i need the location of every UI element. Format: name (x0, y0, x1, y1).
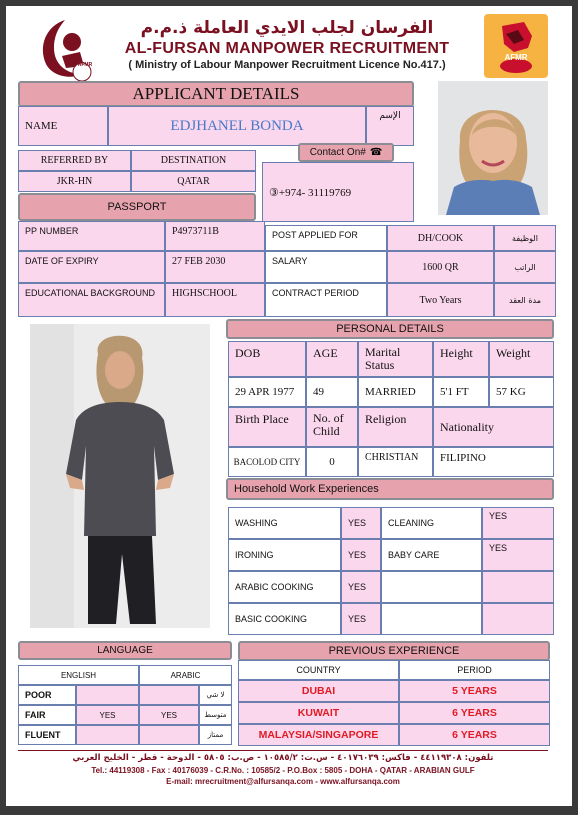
pp-number-label: PP NUMBER (18, 221, 165, 251)
personal-details-title: PERSONAL DETAILS (336, 323, 444, 335)
salary-label: SALARY (265, 251, 387, 283)
age-label: AGE (306, 341, 358, 377)
licence-text: ( Ministry of Labour Manpower Recruitment Licence No.417.) (128, 59, 446, 71)
household-task-value: YES (341, 507, 381, 539)
post-applied-label-arabic: الوظيفة (494, 225, 556, 251)
name-label-arabic: الإسم (366, 106, 414, 146)
contract-period-label: CONTRACT PERIOD (265, 283, 387, 317)
previous-country: KUWAIT (238, 702, 399, 724)
nationality-label: Nationality (433, 407, 554, 447)
household-task-value (482, 571, 554, 603)
household-task-label: BASIC COOKING (228, 603, 341, 635)
applicant-portrait-photo (438, 81, 548, 215)
height-value: 5'1 FT (433, 377, 489, 407)
passport-title: PASSPORT (107, 201, 167, 213)
household-task-label (381, 571, 482, 603)
education-label: EDUCATIONAL BACKGROUND (18, 283, 165, 317)
previous-period: 5 YEARS (399, 680, 550, 702)
household-task-value (482, 603, 554, 635)
weight-label: Weight (489, 341, 554, 377)
marital-label: Marital Status (358, 341, 433, 377)
language-level-label: FAIR (18, 705, 76, 725)
household-task-value: YES (482, 507, 554, 539)
personal-details-header (226, 319, 554, 339)
contact-header (298, 143, 394, 162)
referred-by-label: REFERRED BY (18, 150, 131, 171)
household-task-value: YES (341, 539, 381, 571)
footer-email-line: E-mail: mrecruitment@alfursanqa.com - www.alfursanqa.com (166, 777, 400, 786)
language-arabic-value (139, 725, 199, 745)
pp-number-value: P4973711B (165, 221, 265, 251)
salary-label-arabic: الراتب (494, 251, 556, 283)
religion-label: Religion (358, 407, 433, 447)
birthplace-value: BACOLOD CITY (228, 447, 306, 477)
language-level-label: FLUENT (18, 725, 76, 745)
household-task-label: CLEANING (381, 507, 482, 539)
education-value: HIGHSCHOOL (165, 283, 265, 317)
children-label: No. of Child (306, 407, 358, 447)
household-task-label: ARABIC COOKING (228, 571, 341, 603)
contract-period-value: Two Years (387, 283, 494, 317)
birthplace-label: Birth Place (228, 407, 306, 447)
name-label: NAME (18, 106, 108, 146)
language-level-label-arabic: متوسط (199, 705, 232, 725)
company-arabic-name: الفرسان لجلب الايدي العاملة ذ.م.م (140, 18, 434, 38)
household-task-value: YES (341, 603, 381, 635)
contract-period-label-arabic: مدة العقد (494, 283, 556, 317)
previous-period: 6 YEARS (399, 702, 550, 724)
household-task-label: WASHING (228, 507, 341, 539)
expiry-label: DATE OF EXPIRY (18, 251, 165, 283)
footer-divider (18, 750, 548, 751)
salary-value: 1600 QR (387, 251, 494, 283)
dob-label: DOB (228, 341, 306, 377)
height-label: Height (433, 341, 489, 377)
phone-icon: ☎ (369, 147, 383, 158)
marital-value: MARRIED (358, 377, 433, 407)
expiry-value: 27 FEB 2030 (165, 251, 265, 283)
contact-label: Contact On# (309, 147, 366, 158)
household-task-label: BABY CARE (381, 539, 482, 571)
household-task-value: YES (482, 539, 554, 571)
post-applied-label: POST APPLIED FOR (265, 225, 387, 251)
previous-country: DUBAI (238, 680, 399, 702)
household-task-label: IRONING (228, 539, 341, 571)
footer-arabic-line: تلفون: ٤٤١١٩٣٠٨ - فاكس: ٤٠١٧٦٠٣٩ - س.ت: ١٠٥٨٥/٢ - ص.ب: ٥٨٠٥ - الدوحة - قطر - الخليج العربي (72, 753, 494, 763)
company-logo-right (484, 14, 548, 78)
logo-right-text: AFMR (504, 53, 528, 62)
dob-value: 29 APR 1977 (228, 377, 306, 407)
language-level-label: POOR (18, 685, 76, 705)
language-arabic-value: YES (139, 705, 199, 725)
household-title: Household Work Experiences (234, 483, 379, 495)
religion-value: CHRISTIAN (358, 447, 433, 477)
children-value: 0 (306, 447, 358, 477)
language-level-label-arabic: لا شي (199, 685, 232, 705)
logo-left-text: AFMR (77, 62, 93, 68)
language-english-value (76, 685, 139, 705)
household-task-value: YES (341, 571, 381, 603)
language-english-value: YES (76, 705, 139, 725)
contact-value: ③+974- 31119769 (262, 162, 414, 222)
previous-country: MALAYSIA/SINGAPORE (238, 724, 399, 746)
footer-english-line: Tel.: 44119308 - Fax : 40176039 - C.R.No. : 10585/2 - P.O.Box : 5805 - DOHA - QATAR - ARABIAN GULF (91, 766, 475, 775)
language-english-value (76, 725, 139, 745)
language-title: LANGUAGE (97, 645, 153, 656)
passport-header (18, 193, 256, 221)
previous-col-country: COUNTRY (238, 660, 399, 680)
language-header (18, 641, 232, 660)
name-value: EDJHANEL BONDA (108, 106, 366, 146)
referred-by-value: JKR-HN (18, 171, 131, 192)
household-header (226, 478, 554, 500)
destination-value: QATAR (131, 171, 256, 192)
language-arabic-value (139, 685, 199, 705)
company-logo-left (32, 16, 98, 82)
application-sheet (6, 6, 572, 806)
previous-period: 6 YEARS (399, 724, 550, 746)
previous-col-period: PERIOD (399, 660, 550, 680)
weight-value: 57 KG (489, 377, 554, 407)
language-level-label-arabic: ممتاز (199, 725, 232, 745)
age-value: 49 (306, 377, 358, 407)
language-col-arabic: ARABIC (139, 665, 232, 685)
language-col-english: ENGLISH (18, 665, 139, 685)
destination-label: DESTINATION (131, 150, 256, 171)
company-name: AL-FURSAN MANPOWER RECRUITMENT (124, 40, 450, 57)
previous-experience-title: PREVIOUS EXPERIENCE (328, 645, 460, 657)
nationality-value: FILIPINO (433, 447, 554, 477)
applicant-details-title: APPLICANT DETAILS (132, 84, 300, 103)
previous-experience-header (238, 641, 550, 661)
applicant-full-body-photo (30, 324, 210, 628)
household-task-label (381, 603, 482, 635)
post-applied-value: DH/COOK (387, 225, 494, 251)
applicant-details-header (18, 81, 414, 107)
